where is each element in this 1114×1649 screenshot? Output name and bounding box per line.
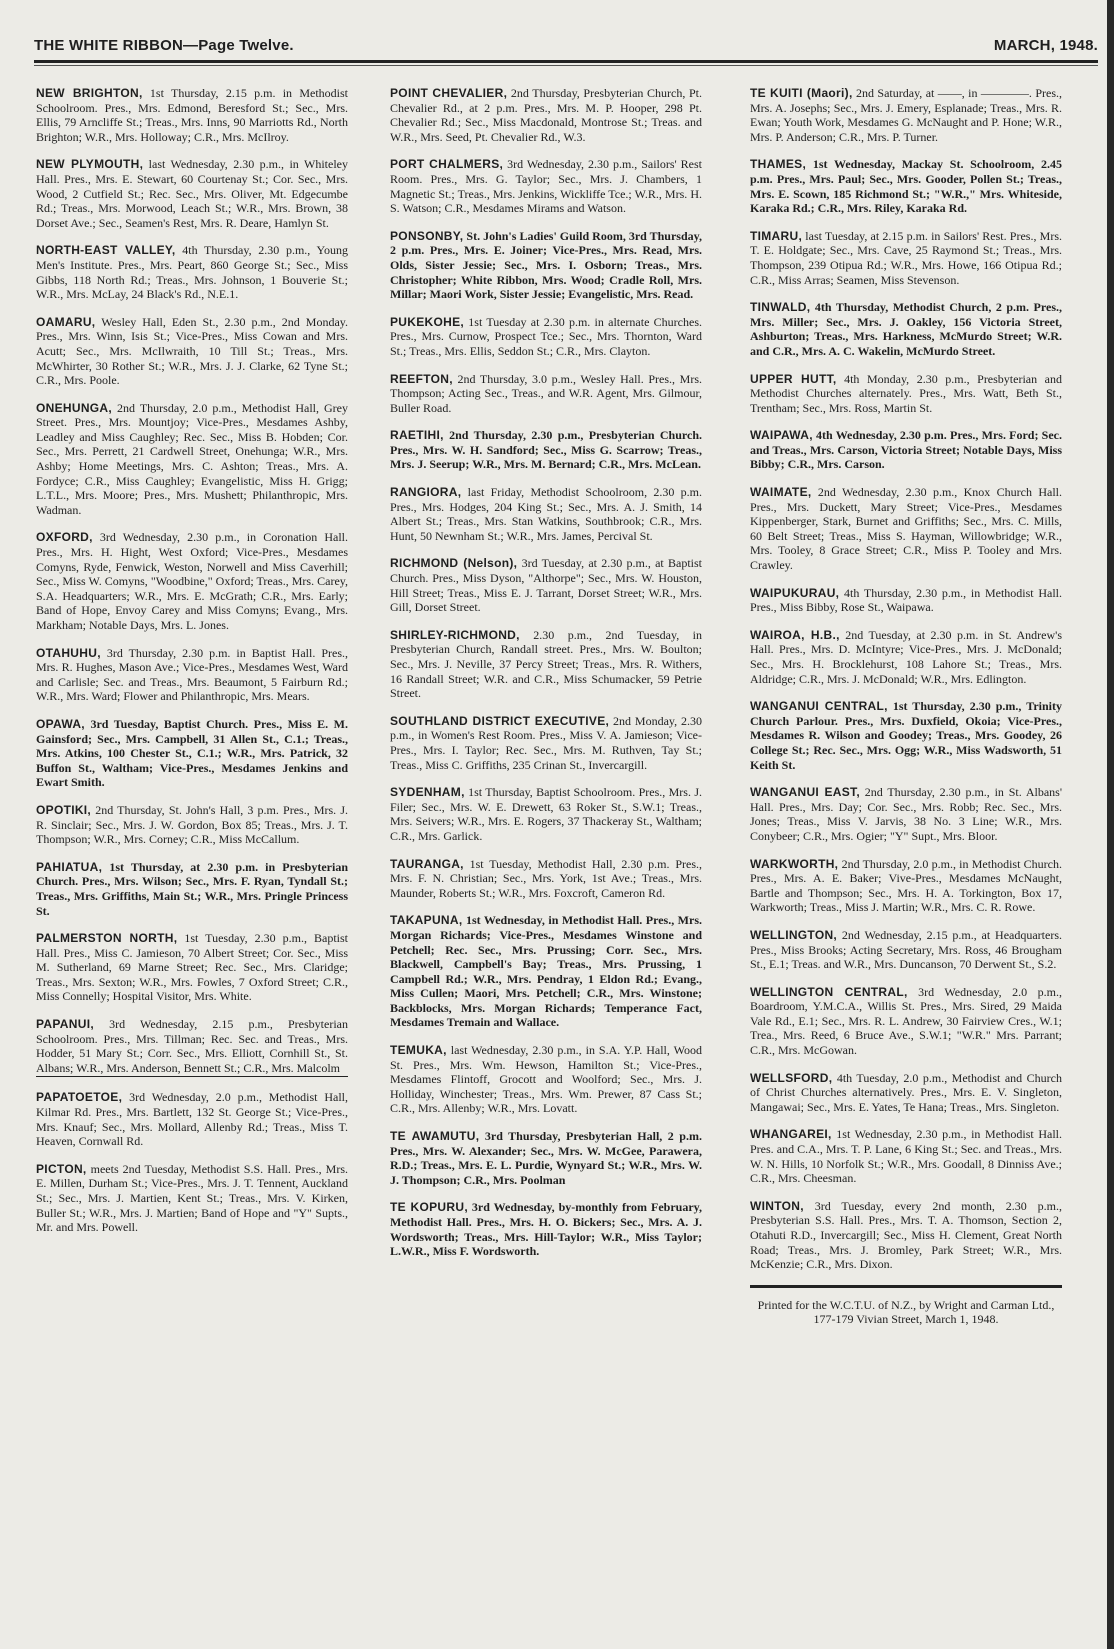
branch-name: WAIPAWA, — [750, 428, 813, 443]
branch-entry — [36, 931, 348, 1004]
footer-rule — [750, 1285, 1062, 1288]
branch-name: PICTON, — [36, 1161, 87, 1176]
branch-entry — [750, 1071, 1062, 1115]
branch-details: 4th Wednesday, 2.30 p.m. Pres., Mrs. Ford; Sec. and Treas., Mrs. Carson, Victoria Street; Notable Days, Miss Bibby; C.R., Mrs. Carson. — [750, 428, 1062, 472]
column-3 — [750, 86, 1062, 1327]
branch-name: PAPANUI, — [36, 1017, 94, 1032]
header-title: THE WHITE RIBBON—Page Twelve. — [34, 37, 294, 54]
branch-entry — [36, 401, 348, 518]
branch-entry — [36, 646, 348, 704]
header-rule — [34, 60, 1098, 63]
branch-name: POINT CHEVALIER, — [390, 86, 508, 100]
branch-details: 2nd Thursday, 3.0 p.m., Wesley Hall. Pres., Mrs. Thompson; Acting Sec., Treas., and W.R. Agent, Mrs. Gilmour, Buller Road. — [390, 371, 702, 415]
branch-entry — [750, 372, 1062, 416]
branch-name: WARKWORTH, — [750, 856, 839, 871]
branch-name: PONSONBY, — [390, 228, 464, 243]
branch-details: 3rd Wednesday, 2.30 p.m., Sailors' Rest Room. Pres., Mrs. G. Taylor; Sec., Mrs. J. Chambers, 1 Magnetic St.; Treas., Mrs. Jenkins, Wickliffe Tce.; W.R., Mrs. H. S. Watson; C.R., Mesdames Mirams and Watson. — [390, 157, 702, 216]
branch-entry — [36, 86, 348, 144]
branch-details: 3rd Tuesday, every 2nd month, 2.30 p.m., Presbyterian S.S. Hall. Pres., Mrs. T. A. Thomson, Section 2, Otahuti R.D., Invercargill; Sec., Miss H. Clement, Great North Road; Treas., Mrs. J. Bromley, Park Street; W.R., Mrs. McKenzie; C.R., Mrs. Dixon. — [750, 1198, 1062, 1272]
branch-details: Wesley Hall, Eden St., 2.30 p.m., 2nd Monday. Pres., Mrs. Winn, Isis St.; Vice-Pres., Miss Cowan and Mrs. Acutt; Sec., Mrs. McIlwraith, 10 Till St.; Treas., Mrs. McWhirter, 30 Rother St.; W.R., Mrs. J. J. Clarke, 62 Tyne St.; C.R., Mrs. Poole. — [36, 314, 348, 388]
branch-entry — [750, 785, 1062, 843]
branch-entry — [36, 1017, 348, 1077]
branch-entry — [750, 699, 1062, 772]
branch-name: PUKEKOHE, — [390, 314, 465, 329]
branch-name: TE KUITI (Maori), — [750, 86, 853, 100]
branch-entry — [750, 485, 1062, 573]
branch-entry — [390, 1200, 702, 1258]
branch-name: RAETIHI, — [390, 428, 444, 443]
branch-entry — [36, 860, 348, 918]
branch-name: WAIPUKURAU, — [750, 585, 840, 600]
branch-details: 1st Tuesday at 2.30 p.m. in alternate Churches. Pres., Mrs. Curnow, Prospect Tce.; Sec., Mrs. Thornton, Ward St.; Treas., Mrs. Ellis, Seddon St.; C.R., Mrs. Clayton. — [390, 314, 702, 358]
branch-name: THAMES, — [750, 157, 807, 172]
branch-name: SYDENHAM, — [390, 785, 465, 800]
branch-details: last Tuesday, at 2.15 p.m. in Sailors' Rest. Pres., Mrs. T. E. Holdgate; Sec., Mrs. Cave, 25 Raymond St.; Treas., Mrs. Thompson, 239 Otipua Rd.; W.R., Mrs. Howe, 166 Otipua Rd.; C.R., Miss Arras; Seamen, Miss Stevenson. — [750, 228, 1062, 287]
branch-entry — [750, 928, 1062, 972]
branch-entry — [36, 157, 348, 230]
branch-details: 2nd Tuesday, at 2.30 p.m. in St. Andrew's Hall. Pres., Mrs. D. McIntyre; Vice-Pres., Mrs. J. McDonald; Sec., Mrs. H. Brocklehurst, 108 Lahore St.; Treas., Mrs. Aldridge; C.R., Mrs. J. McDonald; W.R., Mrs. Edlington. — [750, 627, 1062, 686]
branch-entry — [36, 315, 348, 388]
branch-name: NEW PLYMOUTH, — [36, 157, 144, 172]
branch-details: 1st Thursday, at 2.30 p.m. in Presbyterian Church. Pres., Mrs. Wilson; Sec., Mrs. F. Ryan, Tyndall St.; Treas., Mrs. Griffiths, Main St.; W.R., Mrs. Pringle Princess St. — [36, 859, 348, 918]
branch-name: TE KOPURU, — [390, 1200, 468, 1215]
branch-details: 2nd Saturday, at ——, in ————. Pres., Mrs. A. Josephs; Sec., Mrs. J. Emery, Esplanade; Treas., Mrs. R. Ewan; Youth Work, Mesdames G. McNaught and P. Hone; W.R., Mrs. P. Anderson; C.R., Mrs. P. Turner. — [750, 86, 1062, 144]
branch-name: NORTH-EAST VALLEY, — [36, 243, 176, 258]
column-3-entries — [750, 86, 1062, 1272]
branch-entry — [390, 315, 702, 359]
branch-entry — [750, 86, 1062, 144]
branch-details: meets 2nd Tuesday, Methodist S.S. Hall. Pres., Mrs. E. Millen, Durham St.; Vice-Pres., Mrs. J. T. Tennent, Auckland St.; Sec., Mrs. J. Martien, Kent St.; Treas., Mrs. V. Kirken, Buller St.; W.R., Mrs. J. Martien; Band of Hope and "Y" Supts., Mr. and Mrs. Powell. — [36, 1161, 348, 1235]
branch-details: 4th Thursday, Methodist Church, 2 p.m. Pres., Mrs. Miller; Sec., Mrs. J. Oakley, 156 Victoria Street, Ashburton; Treas., Mrs. Harkness, McMurdo Street; W.R. and C.R., Mrs. A. C. Wakelin, McMurdo Street. — [750, 300, 1062, 358]
header-date: MARCH, 1948. — [993, 37, 1098, 54]
branch-details: 2nd Thursday, 2.0 p.m., in Methodist Church. Pres., Mrs. A. E. Baker; Vive-Pres., Mesdames McNaught, Bartle and Thompson; Sec., Mrs. H. A. Torkington, Box 17, Warkworth; Treas., Miss J. Martin; W.R., Mrs. C. R. Rowe. — [750, 856, 1062, 915]
branch-details: 3rd Wednesday, 2.0 p.m., Boardroom, Y.M.C.A., Willis St. Pres., Mrs. Sired, 29 Maida Vale Rd., E.1; Sec., Mrs. R. L. Andrew, 30 Fairview Cres., W.1; Trea., Mrs. Reed, 6 Bruce Ave., S.W.1; "W.R." Mrs. Parrant; C.R., Mrs. McGowan. — [750, 984, 1062, 1058]
branch-details: St. John's Ladies' Guild Room, 3rd Thursday, 2 p.m. Pres., Mrs. E. Joiner; Vice-Pres., Mrs. Read, Mrs. Olds, Sister Jessie; Sec., Mrs. I. Osborn; Treas., Mrs. Christopher; White Ribbon, Mrs. Wood; Cradle Roll, Mrs. Millar; Maori Work, Sister Jessie; Evangelistic, Mrs. Read. — [390, 228, 702, 302]
branch-name: SOUTHLAND DISTRICT EXECUTIVE, — [390, 713, 610, 728]
branch-name: TE AWAMUTU, — [390, 1129, 480, 1144]
branch-details: 3rd Wednesday, by-monthly from February, Methodist Hall. Pres., Mrs. H. O. Bickers; Sec., Mrs. A. J. Wordsworth; Treas., Mrs. Hill-Taylor; W.R., Miss Taylor; L.W.R., Miss F. Wordsworth. — [390, 1200, 702, 1259]
branch-entry — [390, 628, 702, 701]
branch-name: TINWALD, — [750, 300, 811, 315]
branch-entry — [750, 1127, 1062, 1185]
branch-entry — [750, 300, 1062, 358]
branch-details: 4th Thursday, 2.30 p.m., Young Men's Institute. Pres., Mrs. Peart, 860 George St.; Sec., Miss Gibbs, 118 North Rd.; Treas., Mrs. Johnson, 1 Bouverie St.; W.R., Mrs. McLay, 24 Black's Rd., N.E.1. — [36, 243, 348, 302]
branch-name: TAKAPUNA, — [390, 913, 463, 928]
branch-name: TIMARU, — [750, 228, 803, 243]
branch-details: 3rd Tuesday, Baptist Church. Pres., Miss E. M. Gainsford; Sec., Mrs. Campbell, 31 Allen St., C.1.; Treas., Mrs. Atkins, 100 Chester St., C.1.; W.R., Mrs. Patrick, 32 Buffon St., Waltham; Vice-Pres., Mesdames Jenkins and Ewart Smith. — [36, 716, 348, 790]
branch-entry — [390, 229, 702, 302]
branch-name: WANGANUI EAST, — [750, 785, 860, 800]
branch-name: WAIROA, H.B., — [750, 627, 840, 642]
branch-details: 1st Wednesday, Mackay St. Schoolroom, 2.45 p.m. Pres., Mrs. Paul; Sec., Mrs. Gooder, Pollen St.; Treas., Mrs. E. Scown, 185 Richmond St.; "W.R.," Mrs. Whiteside, Karaka Rd.; C.R., Mrs. Riley, Karaka Rd. — [750, 157, 1062, 216]
branch-details: 3rd Wednesday, 2.30 p.m., in Coronation Hall. Pres., Mrs. H. Hight, West Oxford; Vice-Pres., Mesdames Comyns, Ryde, Fenwick, Weston, Norwell and Miss Caverhill; Sec., Miss W. Comyns, "Woodbine," Oxford; Treas., Mrs. Carey, S.A. Headquarters; W.R., Mrs. E. McGrath; C.R., Mrs. Early; Band of Hope, Envoy Carey and Miss Comyns; Evang., Mrs. Markham; Notable Days, Mrs. L. Jones. — [36, 530, 348, 632]
branch-entry — [750, 1199, 1062, 1272]
branch-details: 3rd Wednesday, 2.15 p.m., Presbyterian Schoolroom. Pres., Mrs. Tillman; Rec. Sec. and Treas., Mrs. Hodder, 51 Mary St.; Corr. Sec., Mrs. Elliott, Cornhill St., St. Albans; W.R., Mrs. Anderson, Bennett St.; C.R., Mrs. Malcolm — [36, 1017, 348, 1075]
branch-details: last Wednesday, 2.30 p.m., in S.A. Y.P. Hall, Wood St. Pres., Mrs. Wm. Hewson, Hamilton St.; Vice-Pres., Mesdames Flintoff, Grocott and Woolford; Sec., Mrs. J. Holliday, Winchester; Treas., Mrs. Wm. Prewer, 87 Cass St.; C.R., Mrs. Allenby; W.R., Mrs. Lovatt. — [390, 1043, 702, 1116]
branch-details: 2.30 p.m., 2nd Tuesday, in Presbyterian Church, Randall street. Pres., Mrs. W. Boulton; Sec., Mrs. J. Neville, 37 Percy Street; Treas., Mrs. R. Withers, 16 Randall Street; W.R. and C.R., Miss Schumacker, 59 Petrie Street. — [390, 627, 702, 701]
branch-name: WHANGAREI, — [750, 1127, 832, 1142]
branch-name: SHIRLEY-RICHMOND, — [390, 627, 520, 642]
branch-entry — [390, 913, 702, 1030]
branch-entry — [750, 229, 1062, 287]
branch-details: 2nd Monday, 2.30 p.m., in Women's Rest Room. Pres., Miss V. A. Jamieson; Vice-Pres., Mrs. I. Taylor; Rec. Sec., Mrs. M. Ruthven, Tay St.; Treas., Miss C. Griffiths, 235 Crinan St., Invercargill. — [390, 713, 702, 772]
branch-details: 2nd Wednesday, 2.30 p.m., Knox Church Hall. Pres., Mrs. Duckett, Mary Street; Vice-Pres., Mesdames Kippenberger, Stark, Burnet and Griffiths; Sec., Mrs. C. Mills, 60 Belt Street; Treas., Miss S. Hayman, Willowbridge; W.R., Mrs. Tooley, 8 Grace Street; C.R., Miss P. Tooley and Mrs. Crawley. — [750, 485, 1062, 573]
branch-details: 2nd Thursday, 2.0 p.m., Methodist Hall, Grey Street. Pres., Mrs. Mountjoy; Vice-Pres., Mesdames Ashby, Leadley and Miss Caughley; Rec. Sec., Miss B. Hobden; Cor. Sec., Mrs. Perrett, 21 Cardwell Street, Onehunga; W.R., Mrs. Ashby; Home Meetings, Mrs. C. Ashton; Treas., Mrs. A. Fordyce; C.R., Miss Caughley; Evangelistic, Miss H. Grigg; L.T.L., Mrs. Moore; Pres., Mrs. Mushett; Philanthropic, Mrs. Wadman. — [36, 400, 348, 517]
branch-details: 2nd Thursday, Presbyterian Church, Pt. Chevalier Rd., at 2 p.m. Pres., Mrs. M. P. Hooper, 298 Pt. Chevalier Rd.; Sec., Miss Macdonald, Montrose St.; Treas. and W.R., Mrs. Seed, Pt. Chevalier Rd., W.3. — [390, 86, 702, 144]
branch-name: TAURANGA, — [390, 856, 464, 871]
branch-entry — [36, 1090, 348, 1148]
branch-details: 3rd Wednesday, 2.0 p.m., Methodist Hall, Kilmar Rd. Pres., Mrs. Bartlett, 132 St. George St.; Vice-Pres., Mrs. Knauf; Sec., Mrs. Mollard, Allenby Rd.; Treas., Miss T. Heaven, Cornwall Rd. — [36, 1090, 348, 1149]
page-edge — [1107, 0, 1114, 1649]
branch-details: last Wednesday, 2.30 p.m., in Whiteley Hall. Pres., Mrs. E. Stewart, 60 Courtenay St.; Cor. Sec., Mrs. Wood, 2 Cutfield St.; Rec. Sec., Mrs. Oliver, Mt. Edgecumbe Rd.; Treas., Mrs. Morwood, Leach St.; W.R., Mrs. Brown, 38 Dorset Ave.; Sec., Seamen's Rest, Mrs. R. Deare, Hamlyn St. — [36, 157, 348, 230]
branch-entry — [36, 1162, 348, 1235]
branch-name: RICHMOND (Nelson), — [390, 556, 518, 571]
branch-details: 1st Wednesday, 2.30 p.m., in Methodist Hall. Pres. and C.A., Mrs. T. P. Lane, 6 King St.; Sec. and Treas., Mrs. W. N. Hills, 10 Norfolk St.; W.R., Mrs. Goodall, 8 Dinniss Ave.; C.R., Mrs. Cheesman. — [750, 1127, 1062, 1186]
branch-name: OPAWA, — [36, 716, 85, 731]
branch-details: 1st Tuesday, 2.30 p.m., Baptist Hall. Pres., Miss C. Jamieson, 70 Albert Street; Cor. Sec., Miss M. Sutherland, 69 Marne Street; Rec. Sec., Mrs. Claridge; Treas., Mrs. Sexton; W.R., Mrs. Fowles, 7 Oxford Street; C.R., Miss Connelly; Hospital Visitor, Mrs. White. — [36, 931, 348, 1004]
branch-name: WANGANUI CENTRAL, — [750, 699, 888, 714]
branch-name: TEMUKA, — [390, 1043, 447, 1058]
branch-name: RANGIORA, — [390, 485, 462, 500]
branch-entry — [36, 803, 348, 847]
page-header — [34, 26, 1098, 54]
branch-entry — [390, 1129, 702, 1187]
branch-details: last Friday, Methodist Schoolroom, 2.30 p.m. Pres., Mrs. Hodges, 204 King St.; Sec., Mrs. A. J. Smith, 14 Albert St.; Treas., Mrs. Stan Watkins, Southbrook; C.R., Mrs. Hunt, 50 Newnham St.; W.R., Mrs. James, Percival St. — [390, 485, 702, 543]
branch-name: PORT CHALMERS, — [390, 157, 504, 172]
branch-name: PAHIATUA, — [36, 859, 103, 874]
branch-details: 2nd Wednesday, 2.15 p.m., at Headquarters. Pres., Miss Brooks; Acting Secretary, Mrs. Ross, 46 Brougham St., E.1; Treas. and W.R., Mrs. Duncanson, 70 Derwent St., S.2. — [750, 927, 1062, 972]
branch-name: WINTON, — [750, 1198, 804, 1213]
branch-details: 4th Monday, 2.30 p.m., Presbyterian and Methodist Churches alternately. Pres., Mrs. Watt, Beth St., Trentham; Sec., Mrs. Ross, Martin St. — [750, 371, 1062, 415]
branch-entry — [390, 372, 702, 416]
branch-name: WELLINGTON CENTRAL, — [750, 984, 908, 999]
branch-name: WELLINGTON, — [750, 927, 838, 942]
branch-entry — [750, 985, 1062, 1058]
header-rule-thin — [34, 65, 1098, 66]
branch-name: WAIMATE, — [750, 485, 812, 500]
branch-name: NEW BRIGHTON, — [36, 86, 143, 100]
branch-details: 1st Thursday, 2.30 p.m., Trinity Church Parlour. Pres., Mrs. Duxfield, Okoia; Vice-Pres., Mesdames R. Wilson and Goodey; Treas., Mrs. Goodey, 26 College St.; Rec. Sec., Mrs. Ogg; W.R., Miss Wadsworth, 51 Keith St. — [750, 699, 1062, 772]
branch-details: 1st Wednesday, in Methodist Hall. Pres., Mrs. Morgan Richards; Vice-Pres., Mesdames Winstone and Petchell; Rec. Sec., Mrs. Prussing; Corr. Sec., Mrs. Blackwell, Campbell's Bay; Treas., Mrs. Prussing, 1 Campbell Rd.; W.R., Mrs. Pendray, 1 Eldon Rd.; Evang., Miss Cullen; Maori, Mrs. Petchell; C.R., Mrs. Winstone; Backblocks, Mrs. Morgan Richards; Temperance Fact, Mesdames Tremain and Wallace. — [390, 913, 702, 1030]
branch-entry — [750, 157, 1062, 215]
branch-name: OPOTIKI, — [36, 802, 92, 817]
branch-entry — [36, 243, 348, 301]
branch-details: 1st Thursday, Baptist Schoolroom. Pres., Mrs. J. Filer; Sec., Mrs. W. E. Drewett, 63 Roker St., S.W.1; Treas., Mrs. Seivers; W.R., Mrs. E. Rogers, 37 Thackeray St., Waltham; C.R., Mrs. Garlick. — [390, 785, 702, 843]
branch-details: 2nd Thursday, 2.30 p.m., in St. Albans' Hall. Pres., Mrs. Day; Cor. Sec., Mrs. Robb; Rec. Sec., Mrs. Jones; Treas., Miss V. Jarvis, 38 No. 3 Line; W.R., Mrs. Conybeer; C.R., Mrs. Ogier; "Y" Supt., Mrs. Bloor. — [750, 785, 1062, 843]
branch-entry — [390, 1043, 702, 1116]
branch-details: 3rd Thursday, Presbyterian Hall, 2 p.m. Pres., Mrs. W. Alexander; Sec., Mrs. W. McGee, Parawera, R.D.; Treas., Mrs. E. L. Purdie, Wynyard St.; W.R., Mrs. W. J. Thompson; C.R., Mrs. Poolman — [390, 1129, 702, 1187]
branch-entry — [390, 157, 702, 215]
branch-name: ONEHUNGA, — [36, 400, 113, 415]
branch-name: OXFORD, — [36, 530, 93, 545]
branch-name: REEFTON, — [390, 371, 453, 386]
branch-entry — [750, 428, 1062, 472]
branch-entry — [390, 428, 702, 472]
branch-entry — [750, 586, 1062, 615]
branch-name: PAPATOETOE, — [36, 1090, 123, 1105]
branch-details: 1st Tuesday, Methodist Hall, 2.30 p.m. Pres., Mrs. F. N. Christian; Sec., Mrs. York, 1st Ave.; Treas., Mrs. Maunder, Roberts St.; W.R., Mrs. Foxcroft, Cameron Rd. — [390, 856, 702, 900]
branch-details: 3rd Thursday, 2.30 p.m. in Baptist Hall. Pres., Mrs. R. Hughes, Mason Ave.; Vice-Pres., Mesdames West, Ward and Carlisle; Sec. and Treas., Mrs. Beaumont, 5 Fairburn Rd.; W.R., Mrs. Ward; Flower and Philanthropic, Mrs. Mears. — [36, 645, 348, 704]
branch-entry — [36, 530, 348, 632]
branch-details: 3rd Tuesday, at 2.30 p.m., at Baptist Church. Pres., Miss Dyson, "Althorpe"; Sec., Mrs. W. Houston, Hill Street; Treas., Miss E. J. Tarrant, Dorset Street; W.R., Mrs. Gill, Dorset Street. — [390, 556, 703, 615]
branch-details: 4th Tuesday, 2.0 p.m., Methodist and Church of Christ Churches alternatively. Pres., Mrs. E. V. Singleton, Mangawai; Sec., Mrs. E. Yates, Te Hana; Treas., Mrs. Singleton. — [750, 1070, 1062, 1114]
branch-name: OAMARU, — [36, 314, 96, 329]
branch-entry — [390, 857, 702, 901]
branch-details: 1st Thursday, 2.15 p.m. in Methodist Schoolroom. Pres., Mrs. Edmond, Beresford St.; Sec., Mrs. Ellis, 79 Arncliffe St.; Treas., Mrs. Inns, 90 Marriotts Rd., North Brighton; W.R., Mrs. Holloway; C.R., Mrs. McIlroy. — [36, 86, 349, 144]
branch-name: UPPER HUTT, — [750, 371, 837, 386]
column-2 — [390, 86, 702, 1272]
branch-details: 4th Thursday, 2.30 p.m., in Methodist Hall. Pres., Miss Bibby, Rose St., Waipawa. — [750, 585, 1062, 615]
branch-entry — [390, 485, 702, 543]
branch-entry — [390, 714, 702, 772]
branch-entry — [390, 556, 702, 614]
branch-name: PALMERSTON NORTH, — [36, 931, 178, 946]
branch-entry — [750, 628, 1062, 686]
branch-name: OTAHUHU, — [36, 645, 101, 660]
printer-imprint: Printed for the W.C.T.U. of N.Z., by Wright and Carman Ltd., 177-179 Vivian Street, March 1, 1948. — [757, 1297, 1055, 1327]
branch-entry — [750, 857, 1062, 915]
branch-name: WELLSFORD, — [750, 1070, 833, 1085]
branch-entry — [36, 717, 348, 790]
column-1 — [36, 86, 348, 1248]
branch-entry — [390, 86, 702, 144]
branch-entry — [390, 785, 702, 843]
branch-details: 2nd Thursday, St. John's Hall, 3 p.m. Pres., Mrs. J. R. Sinclair; Sec., Mrs. J. W. Gordon, Box 85; Treas., Mrs. J. T. Thompson; W.R., Mrs. Corney; C.R., Miss McCallum. — [36, 802, 348, 847]
branch-details: 2nd Thursday, 2.30 p.m., Presbyterian Church. Pres., Mrs. W. H. Sandford; Sec., Miss G. Scarrow; Treas., Mrs. J. Seerup; W.R., Mrs. M. Bernard; C.R., Mrs. McLean. — [390, 428, 702, 472]
